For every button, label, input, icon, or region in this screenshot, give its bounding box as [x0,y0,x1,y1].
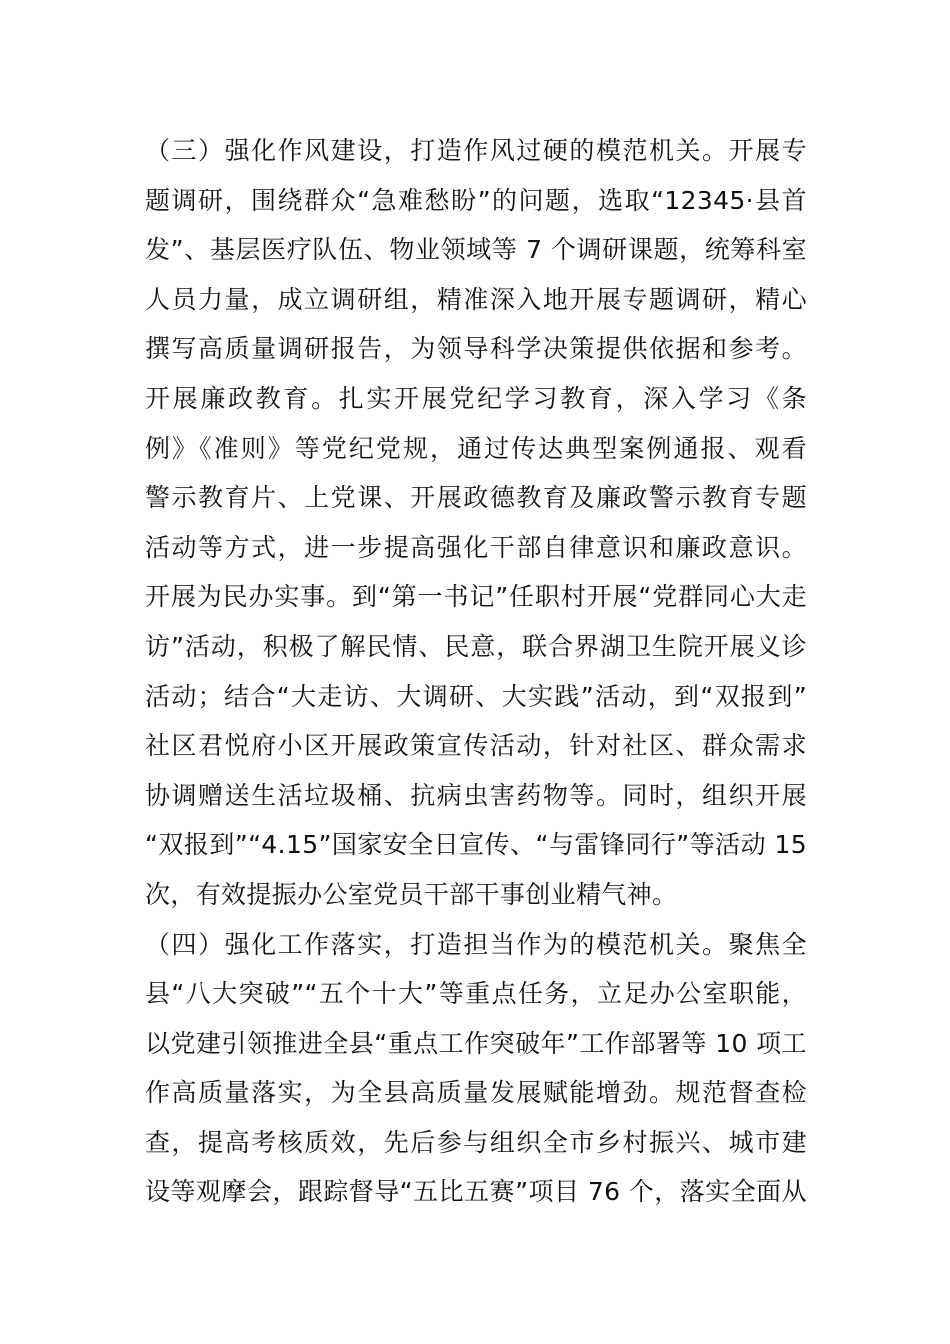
text-line-12: 活动；结合“大走访、大调研、大实践”活动，到“双报到” [145,681,807,711]
text-line-21: 查，提高考核质效，先后参与组织全市乡村振兴、城市建 [145,1127,807,1157]
text-line-7: 例》《准则》等党纪党规，通过传达典型案例通报、观看 [145,433,807,463]
body-text [145,126,807,1217]
text-line-17: （四）强化工作落实，打造担当作为的模范机关。聚焦全 [145,929,807,959]
text-line-16: 次，有效提振办公室党员干部干事创业精气神。 [145,879,678,909]
text-line-10: 开展为民办实事。到“第一书记”任职村开展“党群同心大走 [145,582,807,612]
text-line-6: 开展廉政教育。扎实开展党纪学习教育，深入学习《条 [145,383,807,413]
text-line-20: 作高质量落实，为全县高质量发展赋能增劲。规范督查检 [145,1078,807,1108]
text-line-14: 协调赠送生活垃圾桶、抗病虫害药物等。同时，组织开展 [145,780,807,810]
text-line-3: 发”、基层医疗队伍、物业领域等 7 个调研课题，统筹科室 [145,235,807,265]
text-line-2: 题调研，围绕群众“急难愁盼”的问题，选取“12345·县首 [145,185,807,215]
text-line-9: 活动等方式，进一步提高强化干部自律意识和廉政意识。 [145,532,807,562]
text-line-5: 撰写高质量调研报告，为领导科学决策提供依据和参考。 [145,334,807,364]
text-line-8: 警示教育片、上党课、开展政德教育及廉政警示教育专题 [145,483,807,513]
text-line-22: 设等观摩会，跟踪督导“五比五赛”项目 76 个，落实全面从 [145,1177,807,1207]
text-line-4: 人员力量，成立调研组，精准深入地开展专题调研，精心 [145,284,807,314]
text-line-11: 访”活动，积极了解民情、民意，联合界湖卫生院开展义诊 [145,631,807,661]
text-line-15: “双报到”“4.15”国家安全日宣传、“与雷锋同行”等活动 15 [145,830,807,860]
text-line-18: 县“八大突破”“五个十大”等重点任务，立足办公室职能， [145,979,807,1009]
text-line-19: 以党建引领推进全县“重点工作突破年”工作部署等 10 项工 [145,1028,807,1058]
text-line-1: （三）强化作风建设，打造作风过硬的模范机关。开展专 [145,136,807,165]
text-line-13: 社区君悦府小区开展政策宣传活动，针对社区、群众需求 [145,731,807,761]
